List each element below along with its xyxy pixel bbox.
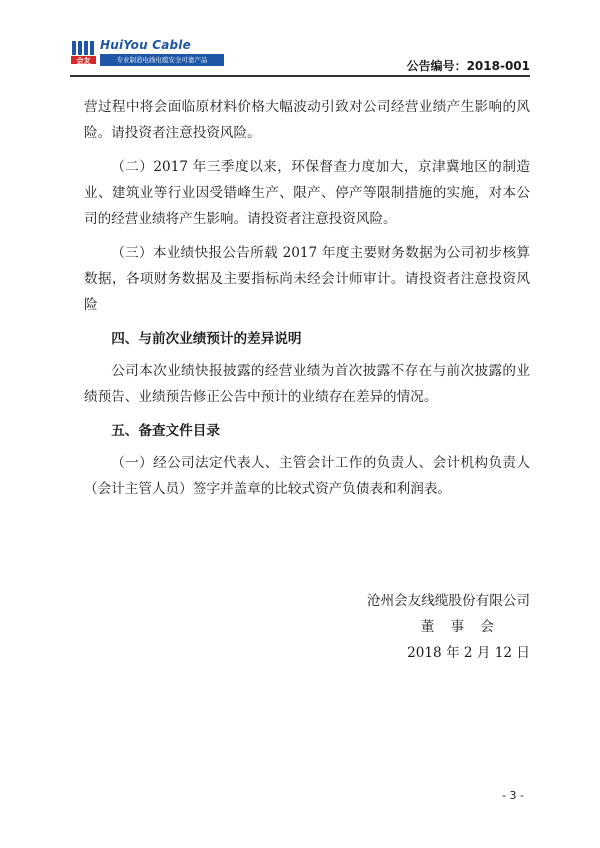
paragraph-item-2: （二）2017 年三季度以来，环保督查力度加大，京津冀地区的制造业、建筑业等行业因受错峰生产、限产、停产等限制措施的实施，对本公司的经营业绩将产生影响。请投资者注意投资风险。 bbox=[84, 159, 530, 227]
document-body bbox=[84, 94, 530, 510]
paragraph-continued: 营过程中将会面临原材料价格大幅波动引致对公司经营业绩产生影响的风险。请投资者注意投资风险。 bbox=[84, 99, 530, 141]
signature-date: 2018 年 2 月 12 日 bbox=[407, 645, 530, 661]
section-heading-5: 五、备查文件目录 bbox=[111, 423, 220, 439]
logo-brand-cn: 会友 bbox=[76, 57, 91, 65]
paragraph-section-4: 公司本次业绩快报披露的经营业绩为首次披露不存在与前次披露的业绩预告、业绩预告修正公告中预计的业绩存在差异的情况。 bbox=[84, 363, 530, 405]
header-divider bbox=[70, 75, 530, 77]
paragraph-section-5: （一）经公司法定代表人、主管会计工作的负责人、会计机构负责人（会计主管人员）签字并盖章的比较式资产负债表和利润表。 bbox=[84, 455, 530, 497]
logo-mark-icon bbox=[70, 38, 98, 66]
signature-block bbox=[330, 588, 530, 666]
signature-board: 董 事 会 bbox=[420, 619, 500, 635]
doc-number: 公告编号：2018-001 bbox=[406, 59, 530, 73]
logo-tagline: 专业制造电线电缆安全可靠产品 bbox=[100, 54, 224, 66]
logo-name: HuiYou Cable bbox=[100, 38, 191, 52]
page-header bbox=[70, 36, 530, 80]
signature-company: 沧州会友线缆股份有限公司 bbox=[366, 593, 530, 609]
paragraph-item-3: （三）本业绩快报公告所载 2017 年度主要财务数据为公司初步核算数据，各项财务数据及主要指标尚未经会计师审计。请投资者注意投资风险 bbox=[84, 245, 530, 313]
page-number: - 3 - bbox=[502, 789, 524, 802]
company-logo bbox=[70, 36, 230, 70]
section-heading-4: 四、与前次业绩预计的差异说明 bbox=[111, 331, 302, 347]
